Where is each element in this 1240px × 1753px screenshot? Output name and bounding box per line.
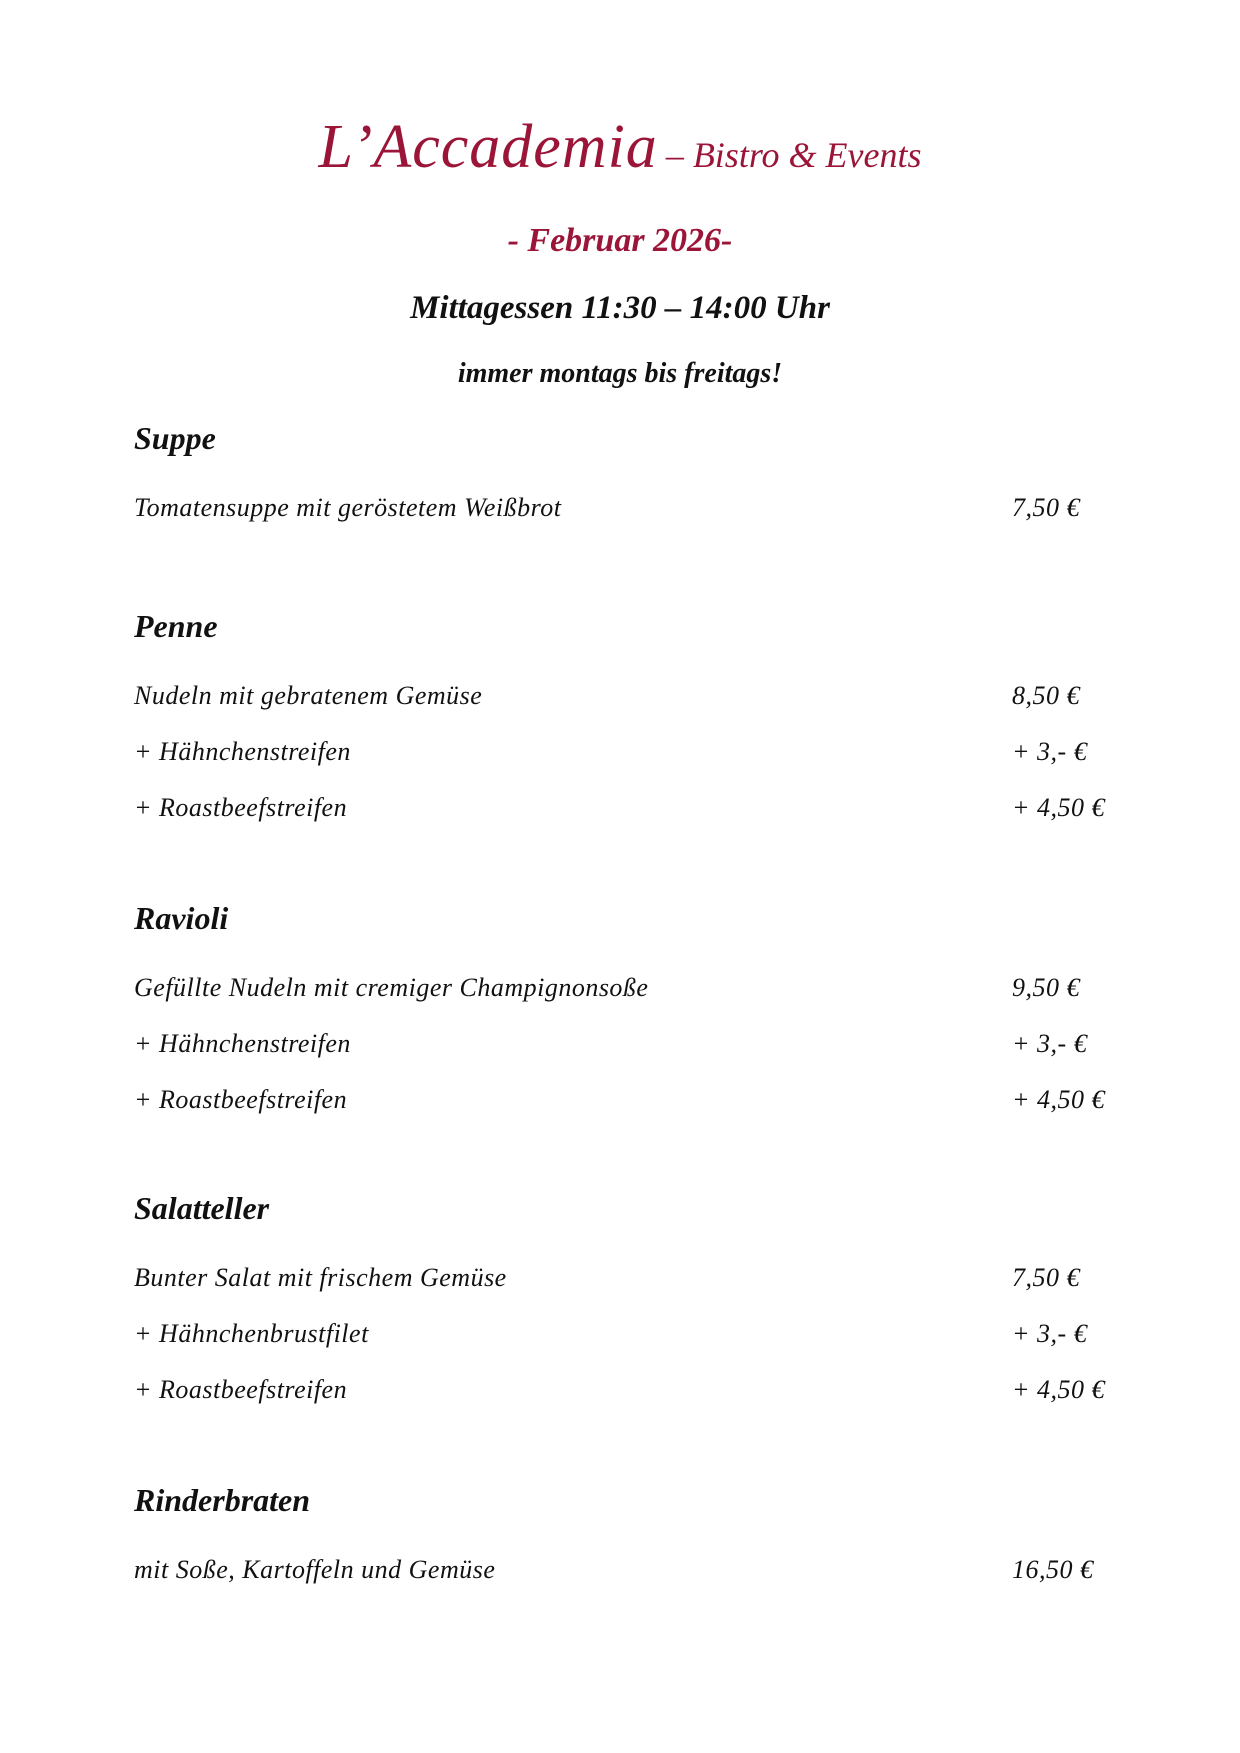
menu-item <box>134 780 1114 836</box>
item-price: + 4,50 € <box>1012 1375 1106 1404</box>
menu-item <box>134 1306 1114 1362</box>
item-price: + 3,- € <box>1012 1319 1088 1348</box>
item-name: Nudeln mit gebratenem Gemüse <box>134 681 483 710</box>
menu-item <box>134 960 1114 1016</box>
section-heading: Ravioli <box>134 900 229 936</box>
item-name: + Hähnchenbrustfilet <box>134 1319 369 1348</box>
item-name: Tomatensuppe mit geröstetem Weißbrot <box>134 493 562 522</box>
item-name: mit Soße, Kartoffeln und Gemüse <box>134 1555 496 1584</box>
restaurant-title <box>0 112 1240 183</box>
title-subtitle: – Bistro & Events <box>665 135 922 175</box>
section-heading: Salatteller <box>134 1190 270 1226</box>
menu-item <box>134 1362 1114 1418</box>
item-price: 7,50 € <box>1012 493 1080 522</box>
item-price: + 3,- € <box>1012 1029 1088 1058</box>
menu-item <box>134 668 1114 724</box>
menu-item <box>134 1016 1114 1072</box>
section-heading: Rinderbraten <box>134 1482 311 1518</box>
section-heading: Penne <box>134 608 218 644</box>
item-price: 7,50 € <box>1012 1263 1080 1292</box>
menu-item <box>134 1072 1114 1128</box>
menu-section-ravioli <box>134 898 1114 1128</box>
item-name: + Roastbeefstreifen <box>134 1085 348 1114</box>
item-name: + Hähnchenstreifen <box>134 1029 351 1058</box>
title-main: L’Accademia <box>318 113 658 181</box>
menu-item <box>134 1250 1114 1306</box>
item-name: Gefüllte Nudeln mit cremiger Champignonsoße <box>134 973 649 1002</box>
item-name: + Hähnchenstreifen <box>134 737 351 766</box>
menu-item <box>134 1542 1114 1598</box>
item-name: + Roastbeefstreifen <box>134 1375 348 1404</box>
item-price: + 4,50 € <box>1012 1085 1106 1114</box>
item-price: + 3,- € <box>1012 737 1088 766</box>
menu-item <box>134 480 1114 536</box>
item-price: 16,50 € <box>1012 1555 1094 1584</box>
item-name: Bunter Salat mit frischem Gemüse <box>134 1263 507 1292</box>
item-name: + Roastbeefstreifen <box>134 793 348 822</box>
menu-item <box>134 724 1114 780</box>
menu-section-rinderbraten <box>134 1480 1114 1598</box>
item-price: + 4,50 € <box>1012 793 1106 822</box>
lunch-hours: Mittagessen 11:30 – 14:00 Uhr <box>410 290 830 326</box>
item-price: 8,50 € <box>1012 681 1080 710</box>
section-heading: Suppe <box>134 420 216 456</box>
lunch-days: immer montags bis freitags! <box>457 358 783 389</box>
month-heading: - Februar 2026- <box>507 222 733 259</box>
item-price: 9,50 € <box>1012 973 1080 1002</box>
menu-section-suppe <box>134 418 1114 536</box>
menu-section-penne <box>134 606 1114 836</box>
menu-section-salatteller <box>134 1188 1114 1418</box>
